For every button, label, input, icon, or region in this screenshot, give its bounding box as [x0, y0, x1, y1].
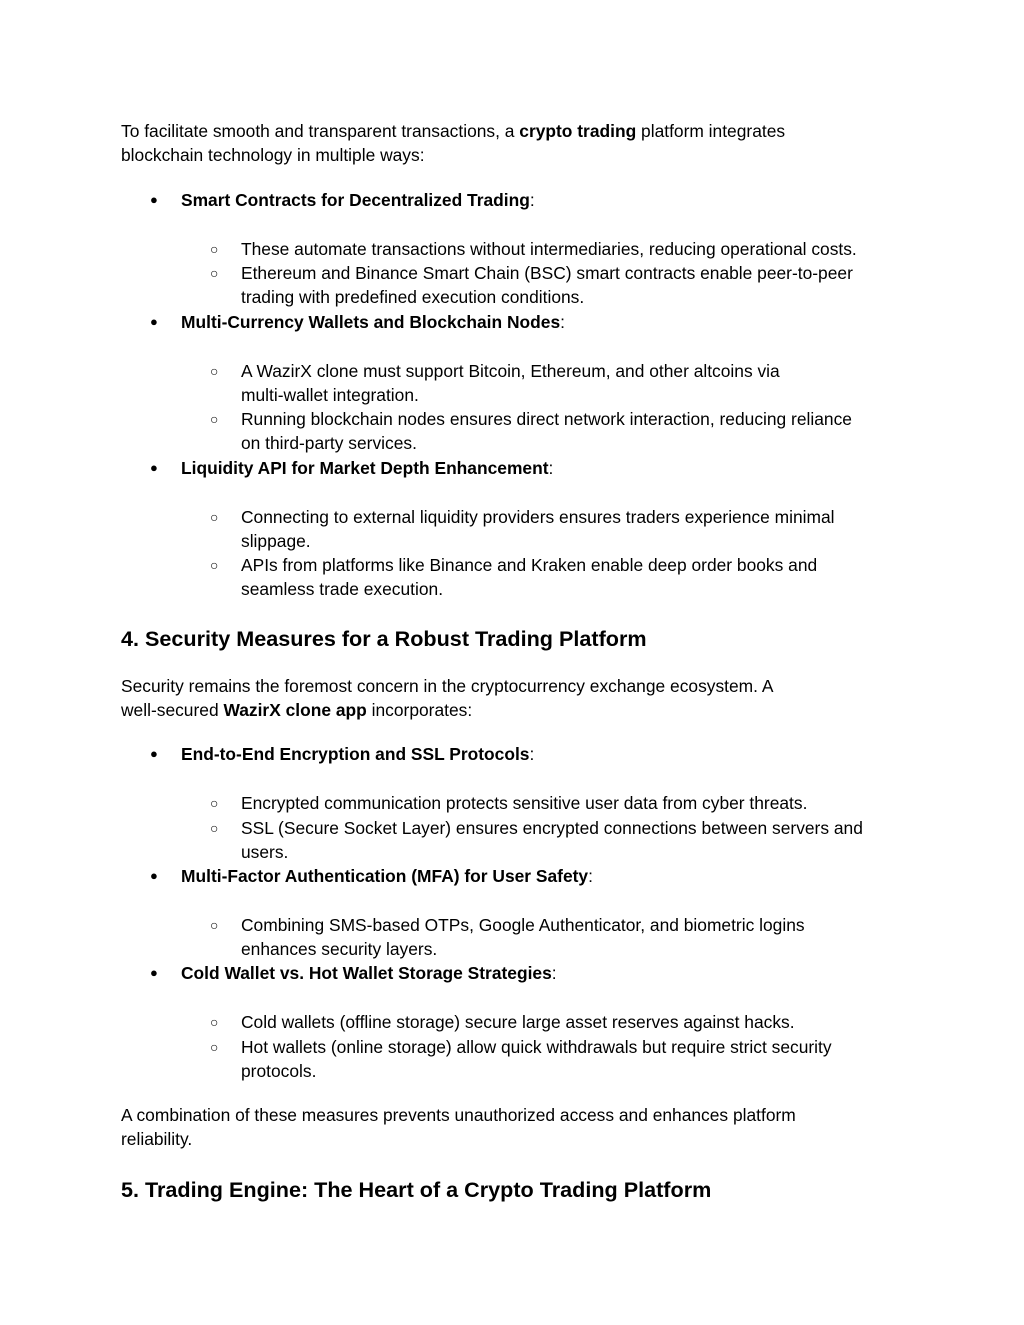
- sub-item: [210, 1010, 910, 1034]
- sub-item-text: enhances security layers.: [241, 939, 438, 960]
- sub-marker: ○: [210, 265, 219, 281]
- sub-marker: ○: [210, 1039, 219, 1055]
- sub-item-text: users.: [241, 842, 289, 863]
- bullet-label: Multi-Currency Wallets and Blockchain Nodes: [181, 312, 561, 332]
- closing-text: reliability.: [121, 1129, 193, 1150]
- security-intro-text: well-secured: [121, 700, 224, 721]
- sub-marker: ○: [210, 820, 219, 836]
- sub-item: [210, 791, 910, 815]
- bullet-marker: ●: [150, 460, 158, 475]
- sub-item-text: slippage.: [241, 531, 311, 552]
- sub-marker: ○: [210, 795, 219, 811]
- sub-item-text: protocols.: [241, 1061, 317, 1082]
- sub-item-text: Running blockchain nodes ensures direct network interaction, reducing reliance: [241, 409, 852, 429]
- sub-item: [210, 913, 910, 962]
- bullet-colon: :: [529, 190, 535, 210]
- section-heading-trading-engine: 5. Trading Engine: The Heart of a Crypto Trading Platform: [121, 1177, 712, 1202]
- intro-text-line2: blockchain technology in multiple ways:: [121, 145, 425, 166]
- sub-item: [210, 261, 910, 310]
- section-heading-security: 4. Security Measures for a Robust Trading Platform: [121, 626, 647, 651]
- sub-item: [210, 505, 910, 554]
- security-intro-text: Security remains the foremost concern in the cryptocurrency exchange ecosystem. A: [121, 676, 774, 696]
- bullet-marker: ●: [150, 192, 158, 207]
- sub-item-text: Cold wallets (offline storage) secure large asset reserves against hacks.: [241, 1012, 795, 1032]
- intro-text: To facilitate smooth and transparent transactions, a: [121, 121, 520, 141]
- sub-marker: ○: [210, 917, 219, 933]
- sub-item-text: seamless trade execution.: [241, 579, 444, 600]
- sub-marker: ○: [210, 411, 219, 427]
- sub-item: [210, 359, 910, 408]
- bullet-marker: ●: [150, 868, 158, 883]
- sub-item: [210, 816, 910, 865]
- sub-item-text: SSL (Secure Socket Layer) ensures encrypted connections between servers and: [241, 818, 863, 838]
- sub-item-text: trading with predefined execution conditions.: [241, 287, 585, 308]
- bullet-marker: ●: [150, 965, 158, 980]
- bullet-marker: ●: [150, 746, 158, 761]
- sub-marker: ○: [210, 363, 219, 379]
- sub-item-text: Ethereum and Binance Smart Chain (BSC) smart contracts enable peer-to-peer: [241, 263, 853, 283]
- sub-marker: ○: [210, 1014, 219, 1030]
- sub-marker: ○: [210, 509, 219, 525]
- bullet-label: Liquidity API for Market Depth Enhancement: [181, 458, 549, 478]
- sub-item: [210, 237, 910, 261]
- security-intro-paragraph: [121, 674, 911, 723]
- intro-text-cont: platform integrates: [636, 121, 786, 141]
- bullet-colon: :: [548, 458, 554, 478]
- intro-paragraph: [121, 119, 911, 168]
- bullet-marker: ●: [150, 314, 158, 329]
- bullet-colon: :: [560, 312, 565, 332]
- sub-item-text: on third-party services.: [241, 433, 417, 454]
- bullet-label: Cold Wallet vs. Hot Wallet Storage Strategies: [181, 963, 552, 983]
- bullet-label: Multi-Factor Authentication (MFA) for User Safety: [181, 866, 589, 886]
- sub-item-text: Combining SMS-based OTPs, Google Authenticator, and biometric logins: [241, 915, 805, 935]
- sub-item: [210, 407, 910, 456]
- sub-item-text: Hot wallets (online storage) allow quick withdrawals but require strict security: [241, 1037, 832, 1057]
- security-closing-paragraph: [121, 1103, 911, 1152]
- bullet-colon: :: [551, 963, 557, 983]
- sub-item-text: A WazirX clone must support Bitcoin, Ethereum, and other altcoins via: [241, 361, 780, 381]
- sub-item-text: Encrypted communication protects sensitive user data from cyber threats.: [241, 793, 808, 813]
- bullet-colon: :: [529, 744, 535, 764]
- sub-marker: ○: [210, 557, 219, 573]
- sub-marker: ○: [210, 241, 219, 257]
- sub-item-text: These automate transactions without intermediaries, reducing operational costs.: [241, 239, 857, 259]
- sub-item-text: multi-wallet integration.: [241, 385, 419, 406]
- bullet-label: End-to-End Encryption and SSL Protocols: [181, 744, 530, 764]
- sub-item: [210, 553, 910, 602]
- security-intro-text: incorporates:: [366, 700, 473, 721]
- sub-item: [210, 1035, 910, 1084]
- bullet-colon: :: [588, 866, 593, 886]
- security-intro-bold-term: WazirX clone app: [223, 700, 367, 721]
- intro-bold-term: crypto trading: [519, 121, 637, 141]
- sub-item-text: APIs from platforms like Binance and Kraken enable deep order books and: [241, 555, 818, 575]
- sub-item-text: Connecting to external liquidity providers ensures traders experience minimal: [241, 507, 835, 527]
- closing-text: A combination of these measures prevents unauthorized access and enhances platform: [121, 1105, 796, 1125]
- bullet-label: Smart Contracts for Decentralized Trading: [181, 190, 530, 210]
